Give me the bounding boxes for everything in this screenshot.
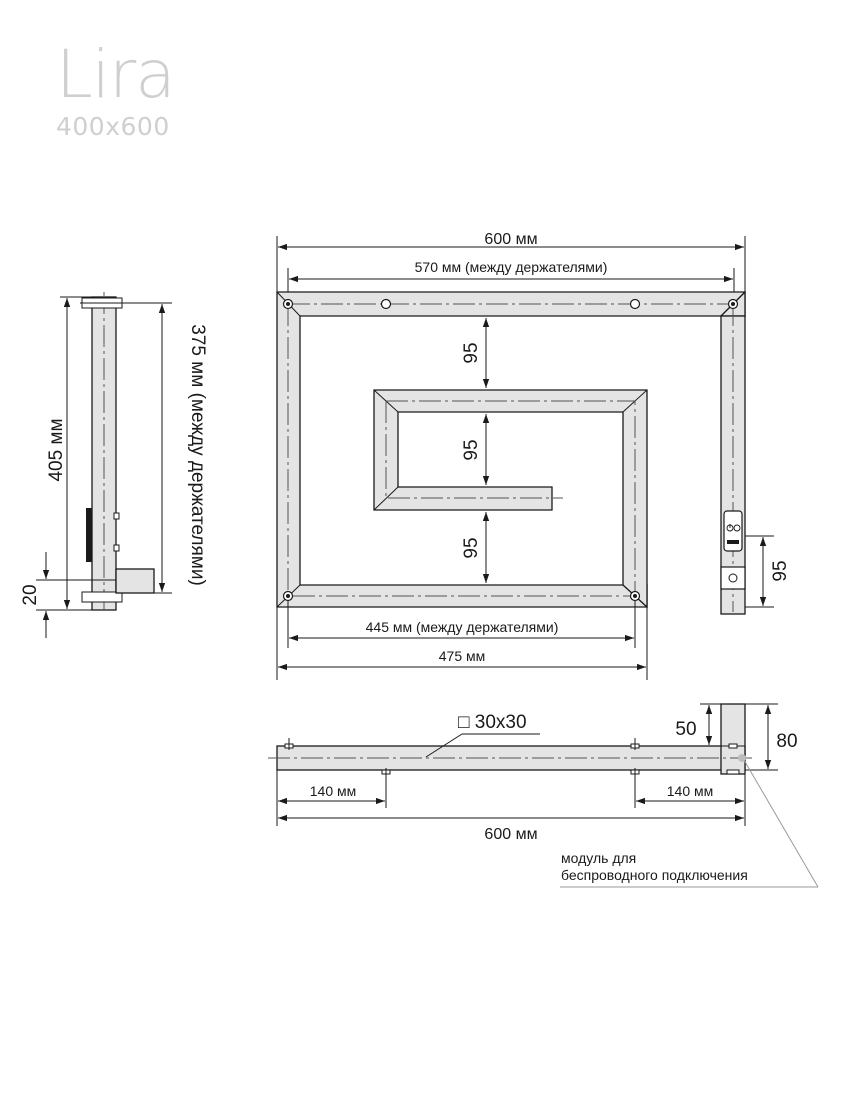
module-leader <box>744 760 818 887</box>
indicator-icon <box>727 540 739 544</box>
holder-bolt-center <box>731 302 735 306</box>
dim-gap-top: 95 <box>461 342 482 364</box>
control-panel-icon <box>724 511 742 551</box>
outer-frame-tube <box>277 292 745 607</box>
dim-width-holders: 570 мм (между держателями) <box>414 259 608 275</box>
dim-gap-bottom: 95 <box>461 537 482 559</box>
dim-module-depth: 50 <box>675 719 697 740</box>
holder-bolt-center <box>286 594 290 598</box>
button-side <box>114 513 119 519</box>
holder-bolt-center <box>286 302 290 306</box>
dim-top-width: 600 мм <box>484 826 538 843</box>
dim-right-offset: 140 мм <box>666 783 714 799</box>
brand-name: Lira <box>56 36 175 113</box>
button-side <box>114 545 119 551</box>
module-note-line2: беспроводного подключения <box>561 867 748 883</box>
dim-module-height: 95 <box>770 560 791 582</box>
brand-model: 400x600 <box>56 112 170 141</box>
profile-label: □ 30x30 <box>458 712 527 733</box>
connection-bolt-icon <box>729 574 737 582</box>
dim-side-holders: 375 мм (между держателями) <box>187 324 208 586</box>
control-box-side <box>86 508 92 562</box>
front-view <box>277 231 791 680</box>
connection-module-side <box>116 569 154 593</box>
dim-gap-middle: 95 <box>461 439 482 461</box>
dim-side-offset: 20 <box>20 584 41 606</box>
top-view-module <box>721 704 745 774</box>
holder-top <box>729 744 737 748</box>
holder-bolt-icon <box>631 300 640 309</box>
side-view <box>20 292 208 638</box>
dim-width-total: 600 мм <box>484 231 538 248</box>
dim-total-depth: 80 <box>776 731 798 752</box>
holder-bolt-center <box>633 594 637 598</box>
holder-bolt-icon <box>382 300 391 309</box>
dim-bottom-total: 475 мм <box>438 648 486 664</box>
module-note-line1: модуль для <box>561 850 637 866</box>
dim-left-offset: 140 мм <box>309 783 357 799</box>
holder-bottom <box>727 770 739 774</box>
dim-bottom-holders: 445 мм (между держателями) <box>365 619 559 635</box>
dim-side-height: 405 мм <box>46 418 67 482</box>
top-view <box>268 704 818 887</box>
